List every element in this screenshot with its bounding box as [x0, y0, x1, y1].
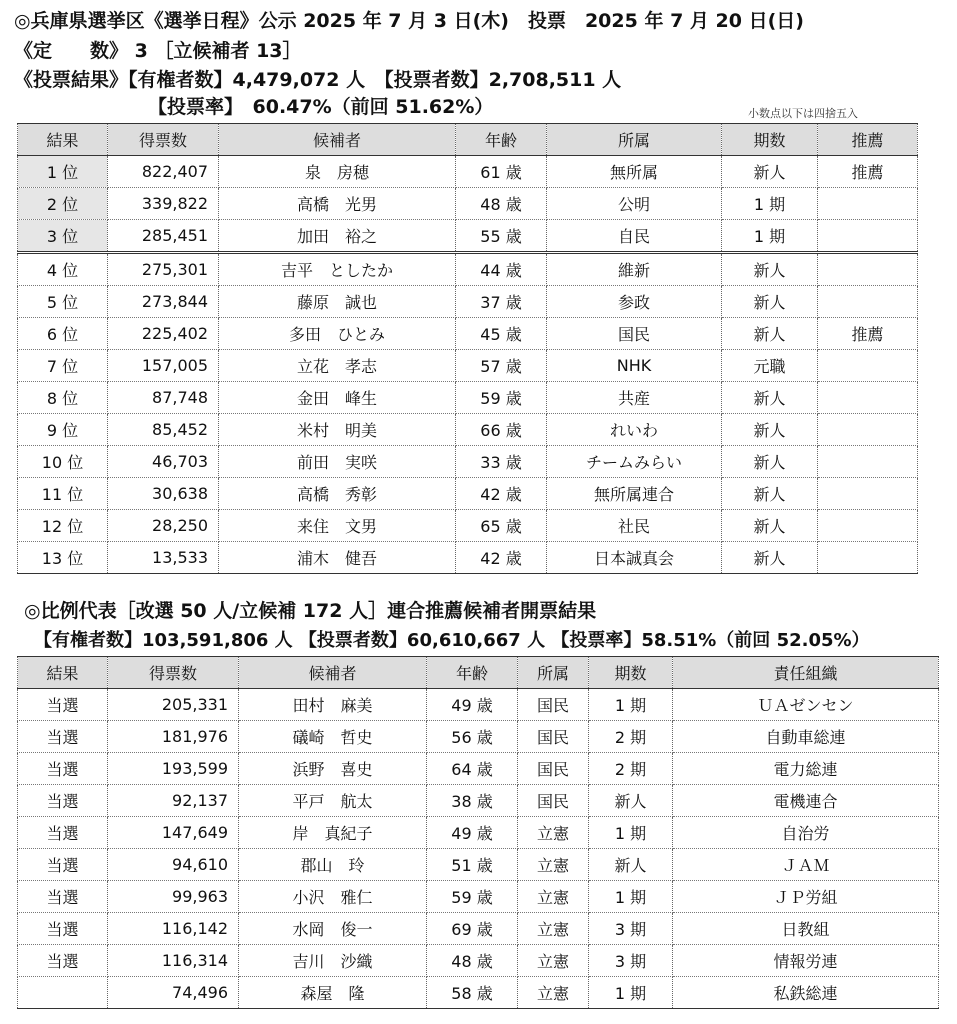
candidate-cell: 水岡 俊一 [239, 913, 427, 945]
table-row [18, 753, 939, 785]
header-result: 結果 [18, 124, 108, 156]
terms-cell: 新人 [722, 253, 818, 286]
age-cell: 44 歳 [456, 253, 547, 286]
age-cell: 59 歳 [456, 382, 547, 414]
header-party: 所属 [518, 657, 589, 689]
extra-cell: ＵＡゼンセン [673, 689, 939, 721]
age-cell: 48 歳 [427, 945, 518, 977]
party-cell: 立憲 [518, 849, 589, 881]
votes-cell: 273,844 [108, 286, 219, 318]
terms-cell: 1 期 [722, 220, 818, 253]
table-row [18, 382, 918, 414]
votes-cell: 225,402 [108, 318, 219, 350]
terms-cell: 2 期 [589, 721, 673, 753]
section1-title: ◎兵庫県選挙区《選挙日程》公示 2025 年 7 月 3 日(木) 投票 2025 年 7 月 20 日(日) [14, 10, 804, 32]
terms-cell: 新人 [722, 382, 818, 414]
age-cell: 58 歳 [427, 977, 518, 1009]
table-row [18, 446, 918, 478]
candidate-cell: 岸 真紀子 [239, 817, 427, 849]
candidate-cell: 前田 実咲 [219, 446, 456, 478]
table-row [18, 689, 939, 721]
result-cell: 当選 [18, 945, 108, 977]
party-cell: 立憲 [518, 977, 589, 1009]
candidate-cell: 郡山 玲 [239, 849, 427, 881]
extra-cell: 電力総連 [673, 753, 939, 785]
seats-line: 《定 数》 3 ［立候補者 13］ [14, 40, 302, 62]
result-cell: 当選 [18, 817, 108, 849]
age-cell: 61 歳 [456, 156, 547, 188]
votes-cell: 193,599 [108, 753, 239, 785]
table-row [18, 913, 939, 945]
party-cell: 立憲 [518, 817, 589, 849]
result-cell: 当選 [18, 913, 108, 945]
prefecture-results-table [17, 123, 918, 574]
terms-cell: 1 期 [589, 977, 673, 1009]
result-cell: 当選 [18, 753, 108, 785]
table-row [18, 510, 918, 542]
candidate-cell: 吉平 としたか [219, 253, 456, 286]
section2-title: ◎比例代表［改選 50 人/立候補 172 人］連合推薦候補者開票結果 [24, 600, 597, 622]
party-cell: れいわ [547, 414, 722, 446]
result-cell: 9 位 [18, 414, 108, 446]
header-age: 年齢 [456, 124, 547, 156]
extra-cell: ＪＰ労組 [673, 881, 939, 913]
age-cell: 69 歳 [427, 913, 518, 945]
votes-cell: 157,005 [108, 350, 219, 382]
header-extra: 推薦 [818, 124, 918, 156]
result-cell: 3 位 [18, 220, 108, 253]
extra-cell: 推薦 [818, 318, 918, 350]
votes-cell: 13,533 [108, 542, 219, 574]
table-header-row [18, 657, 939, 689]
extra-cell: ＪＡＭ [673, 849, 939, 881]
table-row [18, 817, 939, 849]
table-row [18, 318, 918, 350]
age-cell: 59 歳 [427, 881, 518, 913]
party-cell: 国民 [547, 318, 722, 350]
section2-voter-line: 【有権者数】103,591,806 人 【投票者数】60,610,667 人 【投票率】58.51%（前回 52.05%） [34, 630, 870, 651]
result-cell: 当選 [18, 785, 108, 817]
party-cell: 参政 [547, 286, 722, 318]
candidate-cell: 来住 文男 [219, 510, 456, 542]
extra-cell [818, 253, 918, 286]
table-row [18, 945, 939, 977]
header-terms: 期数 [722, 124, 818, 156]
party-cell: 共産 [547, 382, 722, 414]
result-cell: 当選 [18, 849, 108, 881]
terms-cell: 1 期 [589, 689, 673, 721]
rounding-note: 小数点以下は四捨五入 [748, 107, 858, 120]
result-cell: 6 位 [18, 318, 108, 350]
result-cell: 1 位 [18, 156, 108, 188]
table-row [18, 721, 939, 753]
terms-cell: 元職 [722, 350, 818, 382]
votes-cell: 339,822 [108, 188, 219, 220]
header-party: 所属 [547, 124, 722, 156]
extra-cell: 電機連合 [673, 785, 939, 817]
votes-cell: 92,137 [108, 785, 239, 817]
terms-cell: 3 期 [589, 945, 673, 977]
party-cell: 公明 [547, 188, 722, 220]
terms-cell: 新人 [722, 510, 818, 542]
votes-cell: 822,407 [108, 156, 219, 188]
candidate-cell: 加田 裕之 [219, 220, 456, 253]
table-row [18, 542, 918, 574]
extra-cell [818, 220, 918, 253]
party-cell: 無所属 [547, 156, 722, 188]
age-cell: 66 歳 [456, 414, 547, 446]
terms-cell: 3 期 [589, 913, 673, 945]
age-cell: 65 歳 [456, 510, 547, 542]
votes-cell: 30,638 [108, 478, 219, 510]
extra-cell: 自動車総連 [673, 721, 939, 753]
result-cell [18, 977, 108, 1009]
extra-cell [818, 350, 918, 382]
votes-cell: 46,703 [108, 446, 219, 478]
table-row [18, 350, 918, 382]
extra-cell [818, 382, 918, 414]
terms-cell: 新人 [722, 478, 818, 510]
header-extra: 責任組織 [673, 657, 939, 689]
age-cell: 42 歳 [456, 478, 547, 510]
age-cell: 49 歳 [427, 817, 518, 849]
votes-cell: 74,496 [108, 977, 239, 1009]
result-cell: 当選 [18, 689, 108, 721]
voter-line: 《投票結果》【有権者数】4,479,072 人 【投票者数】2,708,511 人 [14, 69, 622, 91]
result-cell: 4 位 [18, 253, 108, 286]
candidate-cell: 泉 房穂 [219, 156, 456, 188]
table-row [18, 849, 939, 881]
header-age: 年齢 [427, 657, 518, 689]
candidate-cell: 立花 孝志 [219, 350, 456, 382]
age-cell: 48 歳 [456, 188, 547, 220]
terms-cell: 新人 [722, 414, 818, 446]
party-cell: 立憲 [518, 945, 589, 977]
result-cell: 当選 [18, 721, 108, 753]
age-cell: 37 歳 [456, 286, 547, 318]
votes-cell: 275,301 [108, 253, 219, 286]
table-row [18, 253, 918, 286]
extra-cell: 私鉄総連 [673, 977, 939, 1009]
party-cell: 自民 [547, 220, 722, 253]
extra-cell [818, 286, 918, 318]
table-row [18, 188, 918, 220]
header-votes: 得票数 [108, 657, 239, 689]
result-cell: 5 位 [18, 286, 108, 318]
result-cell: 2 位 [18, 188, 108, 220]
extra-cell: 自治労 [673, 817, 939, 849]
votes-cell: 87,748 [108, 382, 219, 414]
candidate-cell: 金田 峰生 [219, 382, 456, 414]
votes-cell: 181,976 [108, 721, 239, 753]
terms-cell: 新人 [722, 286, 818, 318]
table-row [18, 478, 918, 510]
table-row [18, 977, 939, 1009]
table-row [18, 220, 918, 253]
terms-cell: 新人 [722, 156, 818, 188]
terms-cell: 1 期 [589, 881, 673, 913]
extra-cell [818, 414, 918, 446]
proportional-results-table [17, 656, 939, 1009]
terms-cell: 新人 [589, 849, 673, 881]
age-cell: 45 歳 [456, 318, 547, 350]
result-cell: 11 位 [18, 478, 108, 510]
votes-cell: 116,314 [108, 945, 239, 977]
candidate-cell: 小沢 雅仁 [239, 881, 427, 913]
party-cell: チームみらい [547, 446, 722, 478]
age-cell: 51 歳 [427, 849, 518, 881]
party-cell: 維新 [547, 253, 722, 286]
party-cell: 日本誠真会 [547, 542, 722, 574]
candidate-cell: 浦木 健吾 [219, 542, 456, 574]
terms-cell: 1 期 [722, 188, 818, 220]
extra-cell [818, 446, 918, 478]
age-cell: 49 歳 [427, 689, 518, 721]
result-cell: 当選 [18, 881, 108, 913]
terms-cell: 新人 [589, 785, 673, 817]
votes-cell: 85,452 [108, 414, 219, 446]
candidate-cell: 森屋 隆 [239, 977, 427, 1009]
votes-cell: 94,610 [108, 849, 239, 881]
extra-cell [818, 510, 918, 542]
turnout-line: 【投票率】 60.47%（前回 51.62%） [148, 96, 494, 118]
table-header-row [18, 124, 918, 156]
table-row [18, 156, 918, 188]
candidate-cell: 藤原 誠也 [219, 286, 456, 318]
candidate-cell: 平戸 航太 [239, 785, 427, 817]
party-cell: NHK [547, 350, 722, 382]
age-cell: 57 歳 [456, 350, 547, 382]
extra-cell: 推薦 [818, 156, 918, 188]
votes-cell: 116,142 [108, 913, 239, 945]
votes-cell: 147,649 [108, 817, 239, 849]
age-cell: 56 歳 [427, 721, 518, 753]
candidate-cell: 吉川 沙織 [239, 945, 427, 977]
age-cell: 33 歳 [456, 446, 547, 478]
result-cell: 13 位 [18, 542, 108, 574]
terms-cell: 新人 [722, 446, 818, 478]
party-cell: 国民 [518, 785, 589, 817]
terms-cell: 新人 [722, 542, 818, 574]
candidate-cell: 米村 明美 [219, 414, 456, 446]
party-cell: 国民 [518, 689, 589, 721]
terms-cell: 新人 [722, 318, 818, 350]
age-cell: 42 歳 [456, 542, 547, 574]
result-cell: 7 位 [18, 350, 108, 382]
extra-cell [818, 478, 918, 510]
table-row [18, 785, 939, 817]
age-cell: 38 歳 [427, 785, 518, 817]
candidate-cell: 高橋 光男 [219, 188, 456, 220]
header-result: 結果 [18, 657, 108, 689]
extra-cell: 日教組 [673, 913, 939, 945]
table-row [18, 881, 939, 913]
party-cell: 立憲 [518, 913, 589, 945]
votes-cell: 285,451 [108, 220, 219, 253]
extra-cell: 情報労連 [673, 945, 939, 977]
party-cell: 国民 [518, 753, 589, 785]
terms-cell: 2 期 [589, 753, 673, 785]
party-cell: 社民 [547, 510, 722, 542]
votes-cell: 99,963 [108, 881, 239, 913]
candidate-cell: 浜野 喜史 [239, 753, 427, 785]
result-cell: 12 位 [18, 510, 108, 542]
candidate-cell: 高橋 秀彰 [219, 478, 456, 510]
header-votes: 得票数 [108, 124, 219, 156]
candidate-cell: 礒崎 哲史 [239, 721, 427, 753]
age-cell: 55 歳 [456, 220, 547, 253]
votes-cell: 28,250 [108, 510, 219, 542]
party-cell: 立憲 [518, 881, 589, 913]
extra-cell [818, 188, 918, 220]
votes-cell: 205,331 [108, 689, 239, 721]
terms-cell: 1 期 [589, 817, 673, 849]
extra-cell [818, 542, 918, 574]
candidate-cell: 田村 麻美 [239, 689, 427, 721]
result-cell: 8 位 [18, 382, 108, 414]
party-cell: 無所属連合 [547, 478, 722, 510]
age-cell: 64 歳 [427, 753, 518, 785]
table-row [18, 286, 918, 318]
result-cell: 10 位 [18, 446, 108, 478]
header-candidate: 候補者 [239, 657, 427, 689]
table-row [18, 414, 918, 446]
header-terms: 期数 [589, 657, 673, 689]
party-cell: 国民 [518, 721, 589, 753]
header-candidate: 候補者 [219, 124, 456, 156]
candidate-cell: 多田 ひとみ [219, 318, 456, 350]
